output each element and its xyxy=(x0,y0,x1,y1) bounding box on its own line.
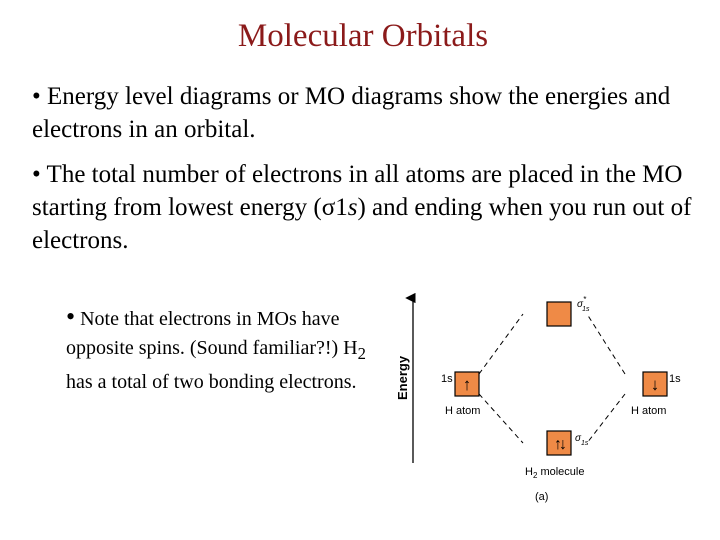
sigma-symbol: σ xyxy=(321,194,336,221)
antibonding-star: * xyxy=(583,295,587,304)
molecule-h: H xyxy=(525,466,533,478)
orbital-number: 1 xyxy=(335,194,348,221)
bonding-subscript: 1s xyxy=(581,440,589,447)
right-electron-arrow: ↓ xyxy=(650,375,660,394)
bonding-sigma: σ xyxy=(575,433,582,444)
orbital-connectors xyxy=(479,314,625,443)
left-atom-label: H atom xyxy=(445,405,481,417)
mo-diagram xyxy=(393,288,693,508)
left-electron-arrow: ↑ xyxy=(462,375,472,394)
figure-caption: (a) xyxy=(535,491,549,503)
antibonding-subscript: 1s xyxy=(582,306,590,313)
bullet-total-electrons-end: ) and ending when you run out of electrons. xyxy=(32,194,692,254)
bullet-total-electrons-start: • The total number of electrons in all atoms are placed in the MO starting from lowest energy ( xyxy=(32,161,683,221)
right-orbital-label: 1s xyxy=(669,373,681,385)
molecule-word: molecule xyxy=(537,466,585,478)
left-orbital-label: 1s xyxy=(441,373,453,385)
note-bullet: • xyxy=(66,302,76,331)
molecule-subscript: 2 xyxy=(532,471,538,480)
molecule-label xyxy=(525,466,584,480)
right-atom-label: H atom xyxy=(631,405,667,417)
note-text-end: has a total of two bonding electrons. xyxy=(66,371,357,393)
note-text-start: Note that electrons in MOs have opposite spins. (Sound familiar?!) H xyxy=(66,308,358,359)
note-opposite-spins xyxy=(66,302,366,397)
bonding-electron-arrows: ↑↓ xyxy=(554,436,564,453)
bullet-energy-diagrams: • Energy level diagrams or MO diagrams show the energies and electrons in an orbital. xyxy=(32,83,671,143)
bonding-orbital-label xyxy=(575,433,589,447)
orbital-letter: s xyxy=(347,194,358,221)
antibonding-orbital-box xyxy=(547,302,571,326)
antibonding-sigma: σ xyxy=(577,299,584,310)
note-subscript: 2 xyxy=(357,344,366,363)
bullet-total-electrons xyxy=(32,158,692,257)
antibonding-orbital-label xyxy=(577,295,590,313)
energy-axis-label: Energy xyxy=(395,355,410,400)
slide-title: Molecular Orbitals xyxy=(237,18,489,54)
